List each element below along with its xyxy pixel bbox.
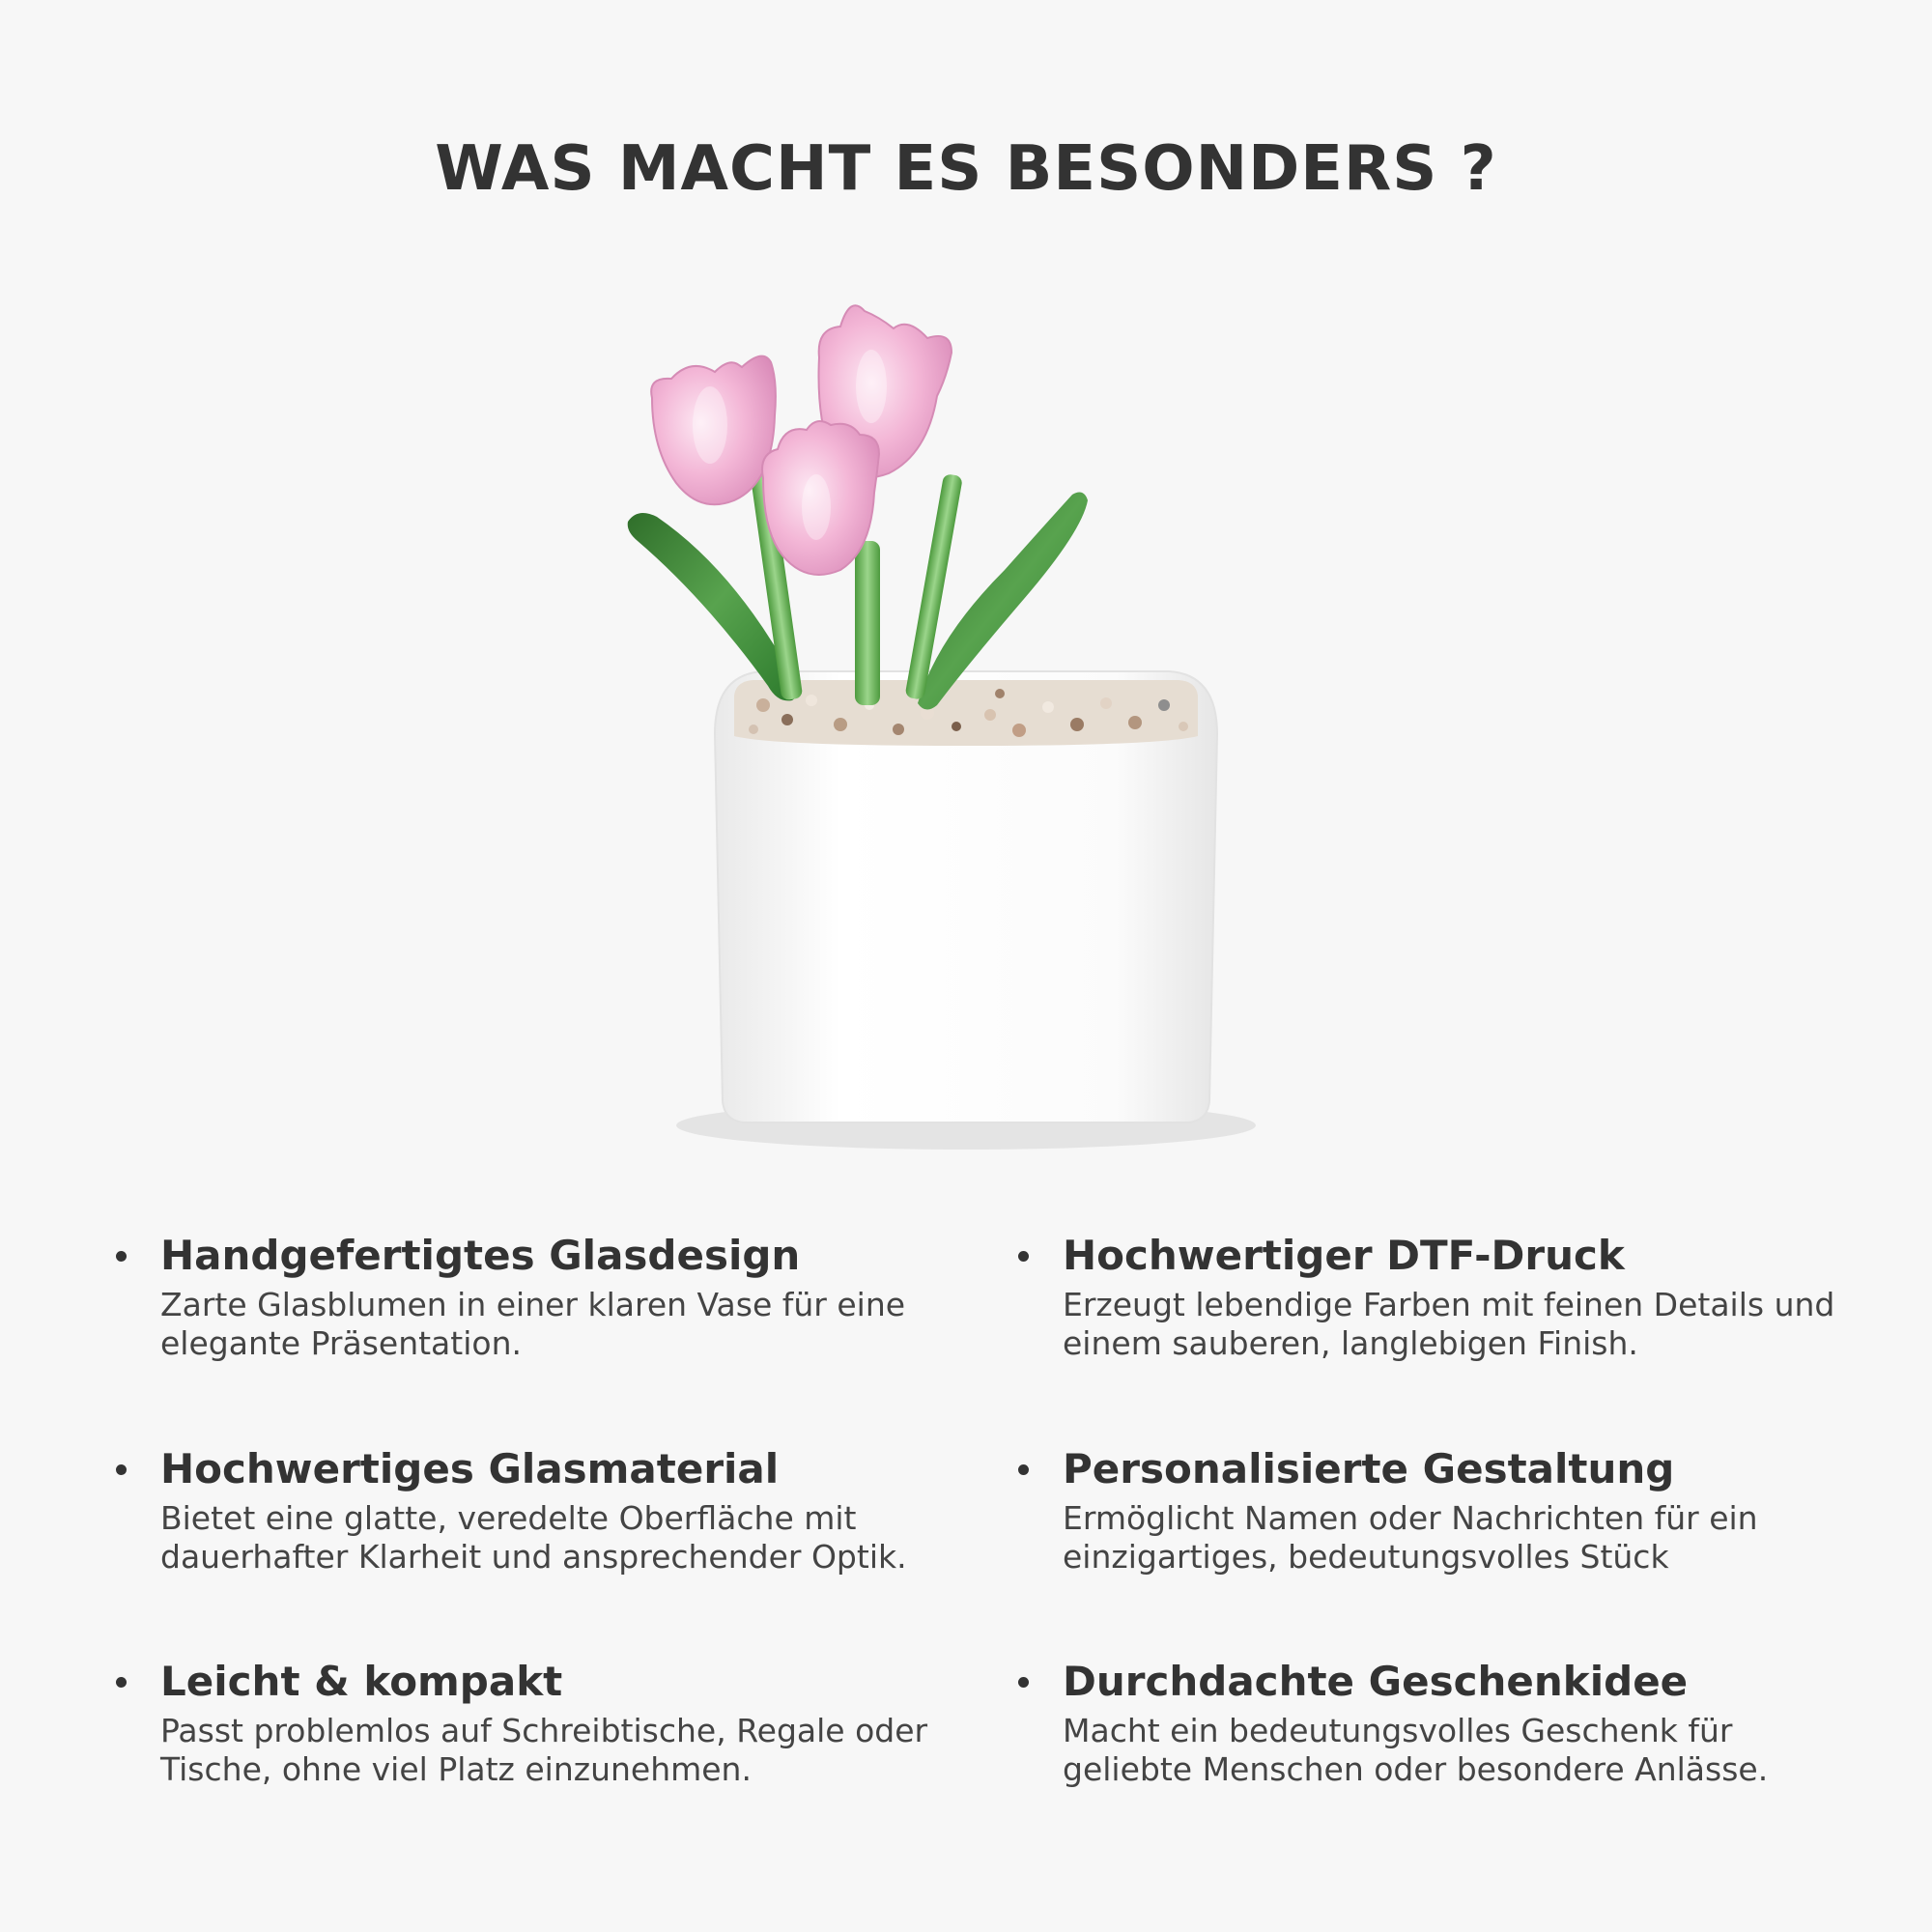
feature-description: Ermöglicht Namen oder Nachrichten für ein einzigartiges, bedeutungsvolles Stück — [1063, 1499, 1758, 1576]
bullet-icon — [1018, 1251, 1029, 1262]
feature-title: Leicht & kompakt — [160, 1658, 563, 1705]
bullet-icon — [1018, 1464, 1029, 1475]
bullet-icon — [116, 1464, 127, 1475]
bullet-icon — [1018, 1677, 1029, 1688]
pot — [715, 671, 1217, 1122]
feature-description: Passt problemlos auf Schreibtische, Regale oder Tische, ohne viel Platz einzunehmen. — [160, 1712, 928, 1788]
feature-description: Bietet eine glatte, veredelte Oberfläche mit dauerhafter Klarheit und ansprechender Optik. — [160, 1499, 907, 1576]
feature-description: Zarte Glasblumen in einer klaren Vase für eine elegante Präsentation. — [160, 1286, 906, 1362]
feature-description: Erzeugt lebendige Farben mit feinen Details und einem sauberen, langlebigen Finish. — [1063, 1286, 1835, 1362]
bullet-icon — [116, 1677, 127, 1688]
feature-title: Hochwertiges Glasmaterial — [160, 1445, 780, 1492]
feature-title: Handgefertigtes Glasdesign — [160, 1232, 801, 1279]
feature-title: Durchdachte Geschenkidee — [1063, 1658, 1689, 1705]
glass-tulip-pot-illustration — [618, 290, 1314, 1198]
product-image — [618, 290, 1314, 1198]
tulips — [651, 305, 952, 575]
feature-title: Hochwertiger DTF-Druck — [1063, 1232, 1625, 1279]
bullet-icon — [116, 1251, 127, 1262]
feature-title: Personalisierte Gestaltung — [1063, 1445, 1675, 1492]
feature-description: Macht ein bedeutungsvolles Geschenk für geliebte Menschen oder besondere Anlässe. — [1063, 1712, 1769, 1788]
page-title: WAS MACHT ES BESONDERS ? — [435, 133, 1497, 205]
